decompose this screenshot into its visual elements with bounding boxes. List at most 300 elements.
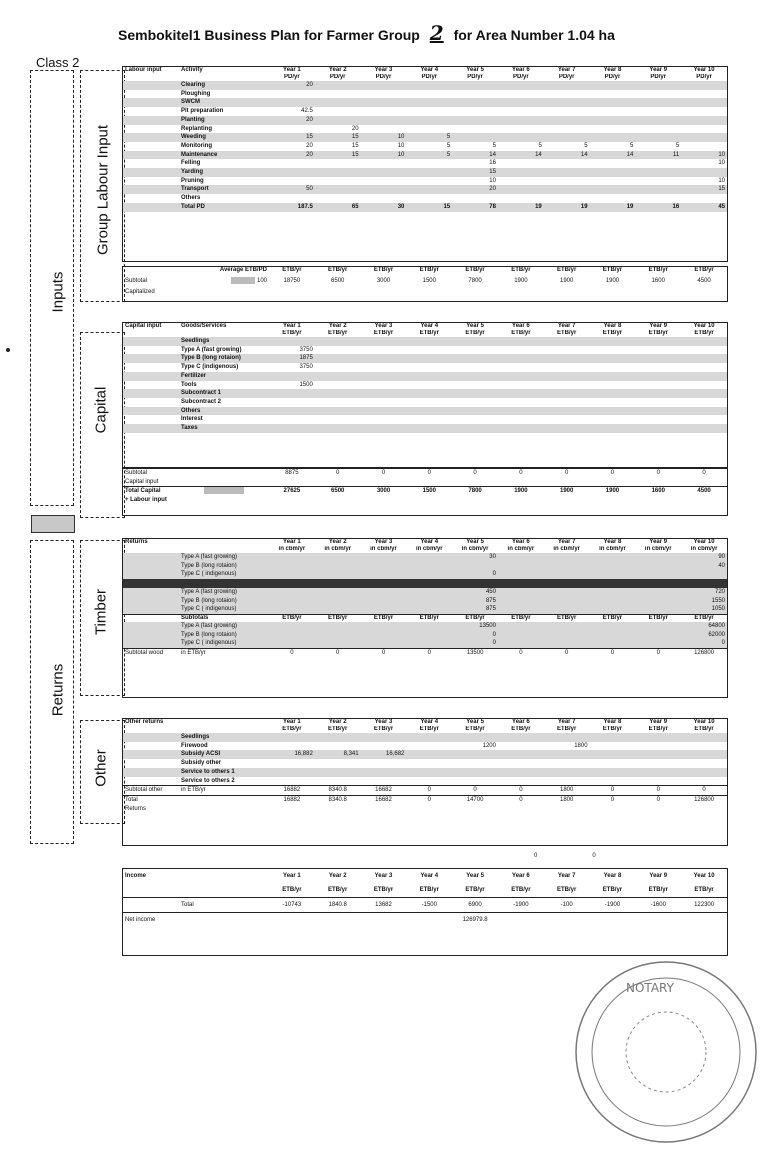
labour-value	[361, 116, 407, 125]
labour-value: 20	[269, 151, 315, 160]
unit-cell: ETB/yr	[373, 267, 394, 273]
capital-value	[452, 389, 498, 398]
labour-value	[590, 133, 636, 142]
timber-item: Type A (fast growing)	[179, 553, 269, 562]
unit-header-cell: ETB/yr	[282, 330, 302, 336]
year-header-cell: Year 9	[649, 872, 668, 879]
capital-value	[269, 398, 315, 407]
unit-cell: ETB/yr	[557, 886, 577, 893]
labour-value: 30	[361, 203, 407, 212]
labour-value: 14	[590, 151, 636, 160]
subtotal-value: 1900	[560, 277, 574, 284]
capital-value	[315, 372, 361, 381]
timber-value	[544, 631, 590, 640]
unit-header-cell: in cbm/yr	[324, 546, 352, 552]
timber-item: Type B (long rotaion)	[179, 597, 269, 606]
subtotal-other-value: 16882	[269, 786, 315, 796]
timber-value: 720	[681, 588, 727, 597]
empty-cell	[590, 579, 636, 588]
empty-cell	[315, 478, 361, 487]
labour-avg-row	[123, 267, 727, 274]
labour-value: 10	[681, 151, 727, 160]
capital-value	[544, 381, 590, 390]
total-value: 1900	[544, 487, 590, 496]
other-value	[315, 733, 361, 742]
capital-value	[406, 337, 452, 346]
capital-total-row	[123, 487, 727, 496]
total-value: 1900	[590, 487, 636, 496]
labour-value	[590, 194, 636, 203]
margin-dot	[6, 348, 10, 352]
timber-item: Type C ( indigenous)	[179, 639, 269, 648]
other-value	[452, 768, 498, 777]
labour-value: 14	[452, 151, 498, 160]
timber-value: 1550	[681, 597, 727, 606]
capital-value	[361, 354, 407, 363]
other-value	[315, 759, 361, 768]
row-spacer	[123, 415, 179, 424]
capital-row	[123, 363, 727, 372]
row-spacer	[123, 622, 179, 631]
other-value	[452, 777, 498, 786]
other-value	[590, 733, 636, 742]
timber-value	[315, 588, 361, 597]
timber-value	[635, 597, 681, 606]
other-value	[452, 759, 498, 768]
labour-value	[681, 168, 727, 177]
capital-value	[361, 407, 407, 416]
labour-value	[498, 98, 544, 107]
other-value	[498, 742, 544, 751]
labour-value	[315, 98, 361, 107]
other-item: Subsidy ACSI	[179, 750, 269, 759]
year-header-row	[123, 67, 727, 74]
empty-cell	[315, 496, 361, 505]
other-value	[452, 733, 498, 742]
other-value	[269, 759, 315, 768]
labour-value: 16	[489, 160, 496, 167]
subtotal-value: 1900	[514, 277, 528, 284]
labour-value	[361, 125, 407, 134]
labour-value: 15	[452, 168, 498, 177]
labour-value: 15	[681, 185, 727, 194]
subtotal-value: 8875	[285, 470, 299, 476]
subtotal-wood-value: 0	[544, 649, 590, 658]
other-row	[123, 742, 727, 751]
labour-value	[361, 168, 407, 177]
capital-value	[544, 372, 590, 381]
timber-value	[406, 588, 452, 597]
net-income-label: Net income	[123, 913, 179, 928]
year-header-cell: Year 9	[649, 539, 668, 545]
year-header-cell: Year 8	[603, 872, 622, 879]
income-total-value: 1840.8	[315, 898, 361, 913]
capital-value	[681, 424, 727, 433]
subtotal-other-value: 16682	[361, 786, 407, 796]
row-spacer	[123, 605, 179, 614]
labour-value	[452, 116, 498, 125]
other-value	[635, 733, 681, 742]
labour-value	[635, 107, 681, 116]
labour-value	[544, 81, 590, 90]
total-box-cell	[179, 487, 269, 496]
empty-cell	[406, 913, 452, 928]
empty-cell	[681, 913, 727, 928]
unit-cell: ETB/yr	[282, 267, 302, 273]
capital-value	[452, 363, 498, 372]
labour-row	[123, 125, 727, 134]
timber-volume-row	[123, 553, 727, 562]
unit-cell: ETB/yr	[635, 614, 681, 622]
capital-row	[123, 381, 727, 390]
empty-cell	[315, 288, 361, 297]
labour-value	[269, 177, 315, 186]
labour-value	[681, 194, 727, 203]
labour-value	[590, 185, 636, 194]
labour-row	[123, 177, 727, 186]
row-spacer	[123, 883, 179, 898]
year-header-cell: Year 8	[603, 323, 622, 329]
unit-cell: ETB/yr	[498, 614, 544, 622]
capital-value	[315, 407, 361, 416]
subtotal-value: 1600	[651, 277, 665, 284]
year-header-cell: Year 9	[649, 323, 668, 329]
row-spacer	[123, 733, 179, 742]
row-spacer	[123, 398, 179, 407]
labour-row	[123, 185, 727, 194]
activity-label: Yarding	[179, 168, 269, 177]
timber-value	[361, 553, 407, 562]
timber-value	[315, 639, 361, 648]
labour-subtotal-section	[122, 266, 728, 302]
total-value: 6500	[315, 487, 361, 496]
timber-value	[269, 622, 315, 631]
row-spacer	[179, 805, 269, 814]
empty-cell	[315, 805, 361, 814]
header-cell	[179, 74, 269, 81]
timber-value	[498, 588, 544, 597]
other-value	[315, 777, 361, 786]
other-value	[635, 742, 681, 751]
row-spacer	[123, 337, 179, 346]
labour-value: 15	[269, 133, 315, 142]
other-item: Service to others 2	[181, 777, 235, 784]
other-value: 16,682	[361, 750, 407, 759]
empty-cell	[315, 913, 361, 928]
unit-header-cell: PD/yr	[604, 74, 621, 80]
activity-label: Planting	[179, 116, 269, 125]
timber-value-row	[123, 631, 727, 640]
total-returns-value: 0	[590, 795, 636, 804]
empty-cell	[681, 496, 727, 505]
other-row	[123, 777, 727, 786]
activity-label: Clearing	[179, 81, 269, 90]
year-header-row	[123, 323, 727, 330]
capital-value	[498, 363, 544, 372]
row-spacer	[123, 588, 179, 597]
subtotal-other-label: Subtotal other	[123, 786, 179, 796]
empty-cell	[635, 288, 681, 297]
row-spacer	[123, 159, 179, 168]
activity-label: Pruning	[181, 177, 204, 184]
capital-value	[406, 346, 452, 355]
header-cell	[123, 546, 179, 553]
capital-value	[406, 398, 452, 407]
unit-header-cell: ETB/yr	[328, 726, 348, 732]
capital-row	[123, 372, 727, 381]
other-value	[544, 750, 590, 759]
subtotal-other-unit: in ETB/yr	[179, 786, 269, 796]
timber-subtotals-header	[123, 614, 727, 622]
labour-value	[315, 177, 361, 186]
labour-value	[498, 116, 544, 125]
year-header-cell: Year 4	[420, 872, 439, 879]
unit-header-cell: ETB/yr	[511, 726, 531, 732]
subtotal-other-value: 0	[681, 786, 727, 796]
other-value	[406, 768, 452, 777]
capital-value	[498, 415, 544, 424]
row-spacer	[123, 125, 179, 134]
year-header-cell: Year 4	[420, 323, 439, 329]
capital-value	[544, 407, 590, 416]
header-cell	[179, 539, 269, 546]
timber-value	[544, 588, 590, 597]
capital-value	[681, 363, 727, 372]
labour-value: 15	[315, 133, 361, 142]
capital-value	[269, 415, 315, 424]
other-subtotal-row	[123, 786, 727, 796]
unit-header-row	[123, 546, 727, 553]
avg-label: Average ETB/PD	[219, 267, 267, 273]
below-value-2: 0	[592, 853, 596, 859]
other-row	[123, 759, 727, 768]
subtotal-value: 0	[519, 470, 523, 476]
unit-header-cell: ETB/yr	[511, 330, 531, 336]
labour-value: 5	[584, 142, 588, 149]
year-header-cell: Year 6	[512, 323, 530, 329]
labour-value	[590, 116, 636, 125]
unit-cell: ETB/yr	[361, 614, 407, 622]
labour-value	[498, 107, 544, 116]
capital-value	[544, 354, 590, 363]
labour-value	[544, 133, 590, 142]
other-value	[269, 733, 315, 742]
activity-label: Monitoring	[181, 142, 212, 149]
labour-value	[406, 185, 452, 194]
labour-table	[123, 67, 727, 212]
timber-value	[315, 597, 361, 606]
other-value	[498, 733, 544, 742]
labour-value	[498, 133, 544, 142]
labour-value	[452, 81, 498, 90]
capital-item: Interest	[181, 416, 203, 423]
labour-value	[452, 90, 498, 99]
total-returns-value: 0	[498, 795, 544, 804]
unit-header-cell: ETB/yr	[373, 726, 394, 732]
unit-header-cell: in cbm/yr	[370, 546, 397, 552]
empty-cell	[361, 579, 407, 588]
other-item: Service to others 1	[179, 768, 269, 777]
capital-value: 3750	[299, 364, 313, 371]
capital-value	[498, 381, 544, 390]
labour-value: 14	[498, 151, 544, 160]
row-spacer	[123, 553, 179, 562]
labour-value	[406, 177, 452, 186]
activity-label: Ploughing	[181, 90, 211, 97]
capital-total-row2	[123, 496, 727, 505]
total-returns-row	[123, 795, 727, 804]
labour-value: 45	[681, 203, 727, 212]
other-value	[361, 742, 407, 751]
capital-value	[315, 415, 361, 424]
unit-cell: ETB/yr	[452, 614, 498, 622]
timber-value	[406, 639, 452, 648]
subtotal-value: 0	[565, 470, 569, 476]
labour-row	[123, 142, 727, 151]
other-below-values-2	[574, 853, 614, 859]
timber-value	[635, 631, 681, 640]
labour-value	[635, 125, 681, 134]
timber-value	[544, 553, 590, 562]
other-below-values	[534, 853, 574, 859]
year-header-cell: Year 10	[693, 323, 715, 329]
capital-value	[498, 372, 544, 381]
capital-value	[544, 337, 590, 346]
capital-value	[590, 424, 636, 433]
year-header-cell: Year 8	[603, 719, 622, 725]
timber-value	[315, 631, 361, 640]
capital-value	[635, 363, 681, 372]
capital-value	[635, 407, 681, 416]
year-header-cell: Year 1	[283, 323, 301, 329]
timber-value	[635, 605, 681, 614]
separator-block	[31, 515, 75, 533]
capital-value: 1875	[269, 354, 315, 363]
labour-value	[498, 185, 544, 194]
total-value: 4500	[681, 487, 727, 496]
unit-header-cell: ETB/yr	[419, 330, 439, 336]
capital-value	[590, 398, 636, 407]
timber-value	[269, 570, 315, 579]
other-value: 16,882	[269, 750, 315, 759]
row-spacer	[123, 424, 179, 433]
other-value	[269, 768, 315, 777]
row-spacer	[123, 570, 179, 579]
labour-value: 15	[406, 203, 452, 212]
timber-value	[452, 562, 498, 571]
avg-value-cell	[179, 274, 269, 288]
row-spacer	[123, 177, 179, 186]
timber-section	[122, 538, 728, 698]
labour-value: 14	[544, 151, 590, 160]
capital-value	[590, 346, 636, 355]
unit-cell: ETB/yr	[419, 267, 439, 273]
timber-value	[361, 570, 407, 579]
labour-value	[452, 107, 498, 116]
subtotal-value: 0	[702, 470, 706, 476]
capital-value	[452, 337, 498, 346]
labour-value	[590, 90, 636, 99]
capital-value	[498, 424, 544, 433]
labour-value	[498, 125, 544, 134]
unit-cell: ETB/yr	[282, 886, 302, 893]
row-spacer	[123, 777, 179, 786]
timber-value	[406, 570, 452, 579]
labour-value	[635, 194, 681, 203]
timber-value: 62000	[681, 631, 727, 640]
labour-value	[590, 81, 636, 90]
capital-value	[315, 424, 361, 433]
timber-value	[498, 562, 544, 571]
empty-cell	[544, 496, 590, 505]
labour-value	[361, 98, 407, 107]
capital-value	[590, 381, 636, 390]
labour-value: 10	[361, 151, 407, 160]
capital-value	[269, 372, 315, 381]
labour-value	[681, 125, 727, 134]
unit-header-cell: ETB/yr	[465, 726, 485, 732]
total-returns-value: 16682	[361, 795, 407, 804]
capital-value	[406, 415, 452, 424]
unit-header-cell: PD/yr	[513, 74, 529, 80]
labour-value	[315, 116, 361, 125]
timber-value: 1050	[681, 605, 727, 614]
unit-header-cell: in cbm/yr	[644, 546, 672, 552]
labour-value	[635, 81, 681, 90]
row-spacer	[123, 639, 179, 648]
empty-cell	[406, 478, 452, 487]
empty-cell	[361, 496, 407, 505]
empty-cell	[406, 288, 452, 297]
capital-item: Taxes	[179, 424, 269, 433]
labour-value	[681, 116, 727, 125]
timber-value	[544, 562, 590, 571]
labour-value	[269, 159, 315, 168]
labour-value	[635, 185, 681, 194]
timber-value	[681, 570, 727, 579]
labour-value	[315, 90, 361, 99]
labour-value	[361, 107, 407, 116]
subtotal-value: 1900	[605, 277, 620, 284]
subtotal-other-value: 0	[498, 786, 544, 796]
timber-value: 875	[452, 605, 498, 614]
capital-value	[681, 354, 727, 363]
labour-label: Group Labour Input	[94, 124, 112, 256]
labour-value: 16	[635, 203, 681, 212]
labour-value	[315, 107, 361, 116]
capital-row	[123, 398, 727, 407]
capital-value	[544, 346, 590, 355]
unit-cell: ETB/yr	[465, 886, 485, 893]
subtotal-other-value: 0	[635, 786, 681, 796]
year-header-cell: Year 3	[374, 67, 393, 73]
labour-value	[544, 90, 590, 99]
other-value	[544, 733, 590, 742]
empty-cell	[361, 805, 407, 814]
total-returns-value: 0	[406, 795, 452, 804]
capital-value	[681, 381, 727, 390]
header-cell	[123, 330, 179, 337]
capital-value	[635, 398, 681, 407]
empty-cell	[498, 288, 544, 297]
labour-value: 5	[446, 142, 451, 149]
empty-cell	[635, 805, 681, 814]
row-spacer	[123, 614, 179, 622]
timber-value: 13500	[452, 622, 498, 631]
empty-cell	[361, 288, 407, 297]
empty-cell	[452, 579, 498, 588]
unit-header-cell: ETB/yr	[694, 726, 714, 732]
